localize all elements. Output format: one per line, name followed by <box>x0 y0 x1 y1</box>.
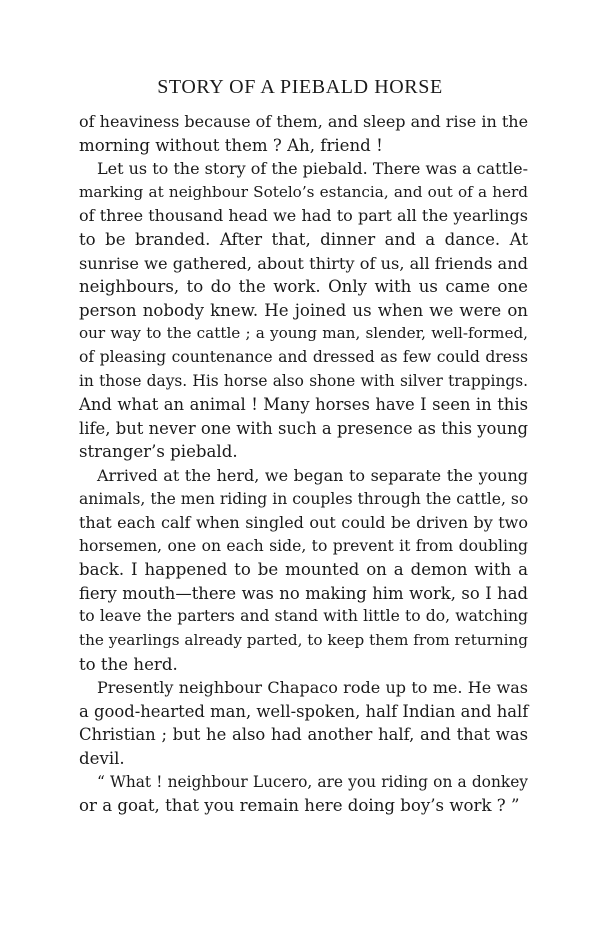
running-head: STORY OF A PIEBALD HORSE <box>157 76 443 98</box>
text-line: back. I happened to be mounted on a demon with a <box>79 560 528 580</box>
text-line: that each calf when singled out could be driven by two <box>79 513 528 533</box>
text-line: sunrise we gathered, about thirty of us, all friends and <box>79 253 528 273</box>
text-line: in those days. His horse also shone with silver trappings. <box>79 371 528 390</box>
text-line: horsemen, one on each side, to prevent it from doubling <box>79 536 528 555</box>
text-line: stranger’s piebald. <box>79 442 238 462</box>
text-line: of heaviness because of them, and sleep and rise in the <box>79 112 529 131</box>
text-line: marking at neighbour Sotelo’s estancia, and out of a herd <box>79 182 528 201</box>
text-line: our way to the cattle ; a young man, slender, well-formed, <box>79 324 528 343</box>
text-line: devil. <box>79 749 125 769</box>
text-line: Arrived at the herd, we began to separate the young <box>97 465 528 485</box>
text-line: Let us to the story of the piebald. There was a cattle- <box>97 159 528 179</box>
text-line: fiery mouth—there was no making him work, so I had <box>79 583 528 603</box>
text-line: And what an animal ! Many horses have I seen in this <box>79 395 528 415</box>
text-line: of pleasing countenance and dressed as few could dress <box>79 347 528 366</box>
text-line: Presently neighbour Chapaco rode up to me. He was <box>97 678 528 698</box>
text-line: Christian ; but he also had another half, and that was <box>79 725 528 745</box>
text-line: to be branded. After that, dinner and a dance. At <box>79 229 528 249</box>
text-line: of three thousand head we had to part all the yearlings <box>79 206 528 226</box>
text-line: animals, the men riding in couples through the cattle, so <box>79 489 529 508</box>
text-line: to leave the parters and stand with little to do, watching <box>79 607 528 626</box>
text-line: the yearlings already parted, to keep them from returning <box>79 631 528 650</box>
text-line: a good-hearted man, well-spoken, half Indian and half <box>79 701 529 721</box>
text-line: life, but never one with such a presence as this young <box>79 418 528 438</box>
text-line: “ What ! neighbour Lucero, are you riding on a donkey <box>97 772 528 791</box>
text-line: to the herd. <box>79 654 178 674</box>
text-line: or a goat, that you remain here doing boy’s work ? ” <box>79 796 520 816</box>
text-line: neighbours, to do the work. Only with us came one <box>79 277 528 297</box>
text-line: person nobody knew. He joined us when we were on <box>79 300 528 320</box>
body-text <box>79 110 528 818</box>
text-line: morning without them ? Ah, friend ! <box>79 135 383 155</box>
